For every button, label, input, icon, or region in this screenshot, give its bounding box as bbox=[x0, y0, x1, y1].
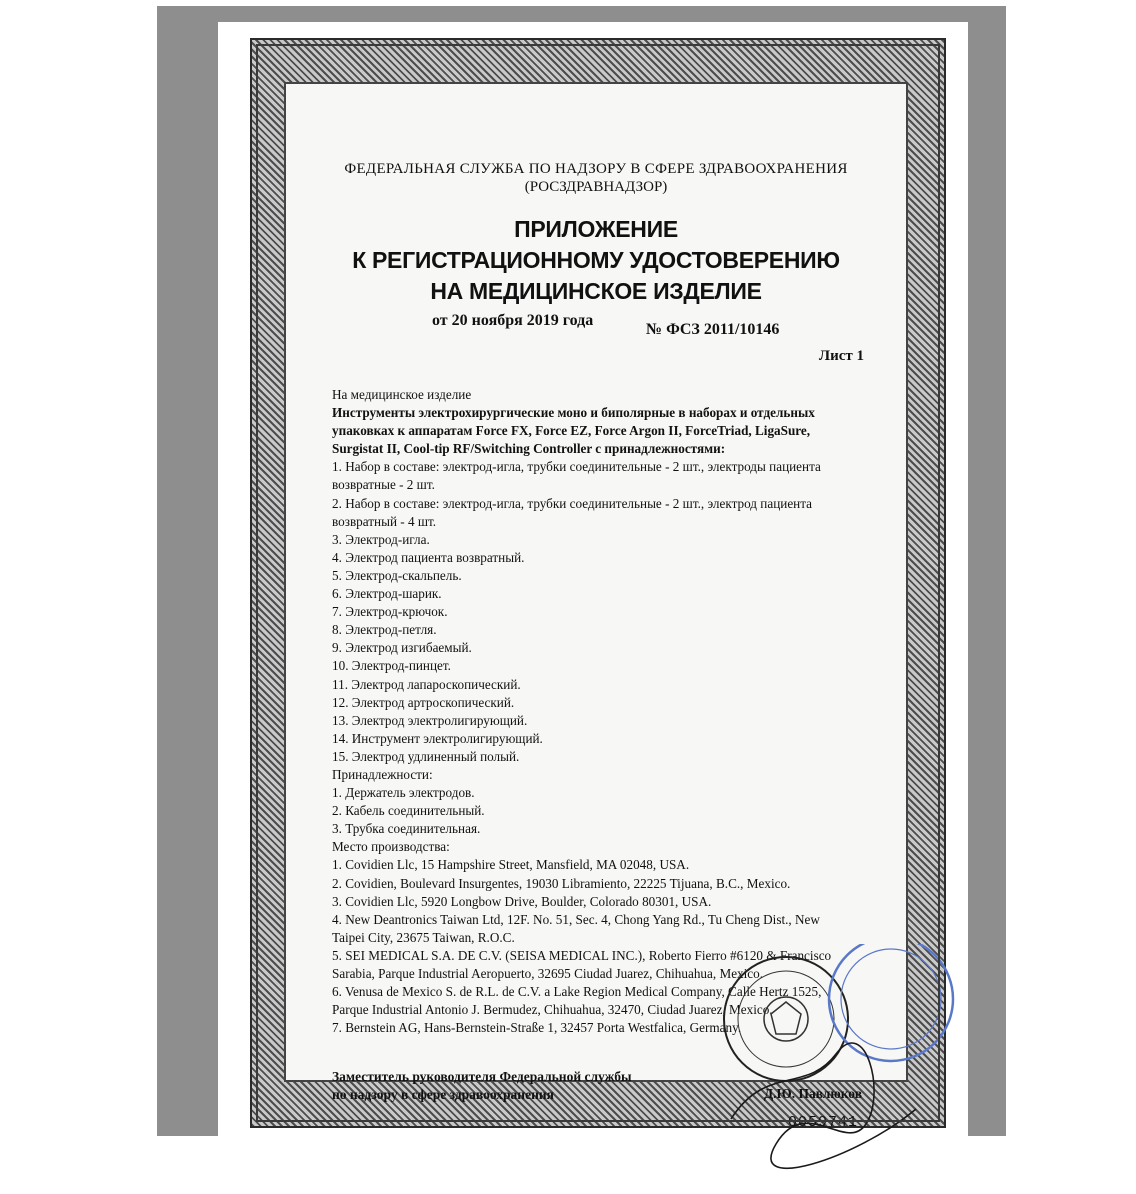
text-line: 7. Bernstein AG, Hans-Bernstein-Straße 1, 32457 Porta Westfalica, Germany. bbox=[332, 1020, 742, 1036]
text-line: 7. Электрод-крючок. bbox=[332, 604, 448, 620]
text-line: 1. Набор в составе: электрод-игла, трубки соединительные - 2 шт., электроды пациента bbox=[332, 459, 821, 475]
text-line: 3. Электрод-игла. bbox=[332, 531, 430, 547]
text-line: 13. Электрод электролигирующий. bbox=[332, 712, 528, 728]
sheet-number: Лист 1 bbox=[818, 348, 864, 364]
text-line: 5. Электрод-скальпель. bbox=[332, 567, 462, 583]
text-line: 2. Кабель соединительный. bbox=[332, 803, 485, 819]
text-line: 1. Держатель электродов. bbox=[332, 785, 475, 801]
ornamental-border bbox=[250, 38, 946, 1131]
signatory-title-line: по надзору в сфере здравоохранения bbox=[332, 1087, 554, 1102]
device-name-line: Инструменты электрохирургические моно и биполярные в наборах и отдельных bbox=[332, 405, 815, 421]
company-stamp bbox=[829, 944, 953, 1061]
text-line: Место производства: bbox=[332, 839, 450, 855]
official-stamp bbox=[716, 944, 966, 1194]
text-line: 11. Электрод лапароскопический. bbox=[332, 676, 521, 692]
text-line: 8. Электрод-петля. bbox=[332, 622, 437, 638]
text-line: Принадлежности: bbox=[332, 766, 433, 782]
document-page bbox=[218, 22, 968, 1136]
text-line: 4. Электрод пациента возвратный. bbox=[332, 549, 525, 565]
serial-number: 0059741 bbox=[787, 1114, 858, 1131]
text-line: 12. Электрод артроскопический. bbox=[332, 694, 515, 710]
agency-seal bbox=[724, 957, 848, 1081]
text-line: 3. Covidien Llc, 5920 Longbow Drive, Boulder, Colorado 80301, USA. bbox=[332, 893, 712, 909]
registration-number: № ФСЗ 2011/10146 bbox=[646, 321, 780, 338]
signatory-name: Д.Ю. Павлюков bbox=[763, 1086, 862, 1101]
text-line: Sarabia, Parque Industrial Aeropuerto, 32695 Ciudad Juarez, Chihuahua, Mexico. bbox=[332, 966, 764, 981]
signatory-title-line: Заместитель руководителя Федеральной службы bbox=[332, 1069, 632, 1084]
title-line-1: ПРИЛОЖЕНИЕ bbox=[514, 216, 678, 242]
document-body bbox=[284, 82, 908, 1131]
text-line: 2. Набор в составе: электрод-игла, трубки соединительные - 2 шт., электрод пациента bbox=[332, 495, 813, 511]
text-line: На медицинское изделие bbox=[332, 387, 472, 402]
text-line: 9. Электрод изгибаемый. bbox=[332, 640, 472, 656]
text-line: 2. Covidien, Boulevard Insurgentes, 19030 Libramiento, 22225 Tijuana, B.C., Mexico. bbox=[332, 875, 791, 891]
signature-scribble bbox=[731, 1043, 916, 1168]
device-description bbox=[332, 386, 902, 1037]
text-line: 5. SEI MEDICAL S.A. DE C.V. (SEISA MEDICAL INC.), Roberto Fierro #6120 & Francisco bbox=[332, 947, 832, 963]
text-line: возвратный - 4 шт. bbox=[332, 513, 437, 529]
title-line-3: НА МЕДИЦИНСКОЕ ИЗДЕЛИЕ bbox=[430, 278, 762, 304]
signatory-title bbox=[332, 1068, 632, 1104]
text-line: 15. Электрод удлиненный полый. bbox=[332, 748, 520, 764]
text-line: 3. Трубка соединительная. bbox=[332, 821, 481, 837]
text-line: 6. Электрод-шарик. bbox=[332, 586, 442, 602]
device-name-line: упаковках к аппаратам Force FX, Force EZ, Force Argon II, ForceTriad, LigaSure, bbox=[332, 423, 811, 439]
text-line: 6. Venusa de Mexico S. de R.L. de C.V. a Lake Region Medical Company, Calle Hertz 1525, bbox=[332, 984, 822, 1000]
agency-abbreviation: (РОСЗДРАВНАДЗОР) bbox=[524, 179, 668, 195]
text-line: 4. New Deantronics Taiwan Ltd, 12F. No. 51, Sec. 4, Chong Yang Rd., Tu Cheng Dist., New bbox=[332, 911, 820, 927]
text-line: Parque Industrial Antonio J. Bermudez, Chihuahua, 32470, Ciudad Juarez, Mexico. bbox=[332, 1002, 773, 1018]
text-line: Taipei City, 23675 Taiwan, R.O.C. bbox=[332, 929, 515, 945]
registration-date: от 20 ноября 2019 года bbox=[432, 312, 594, 329]
text-line: 14. Инструмент электролигирующий. bbox=[332, 730, 543, 746]
device-name-line: Surgistat II, Cool-tip RF/Switching Controller с принадлежностями: bbox=[332, 441, 726, 457]
agency-name: ФЕДЕРАЛЬНАЯ СЛУЖБА ПО НАДЗОРУ В СФЕРЕ ЗДРАВООХРАНЕНИЯ bbox=[344, 161, 848, 177]
text-line: 1. Covidien Llc, 15 Hampshire Street, Mansfield, MA 02048, USA. bbox=[332, 857, 690, 873]
text-line: возвратные - 2 шт. bbox=[332, 477, 435, 493]
title-line-2: К РЕГИСТРАЦИОННОМУ УДОСТОВЕРЕНИЮ bbox=[352, 247, 840, 273]
text-line: 10. Электрод-пинцет. bbox=[332, 658, 451, 674]
